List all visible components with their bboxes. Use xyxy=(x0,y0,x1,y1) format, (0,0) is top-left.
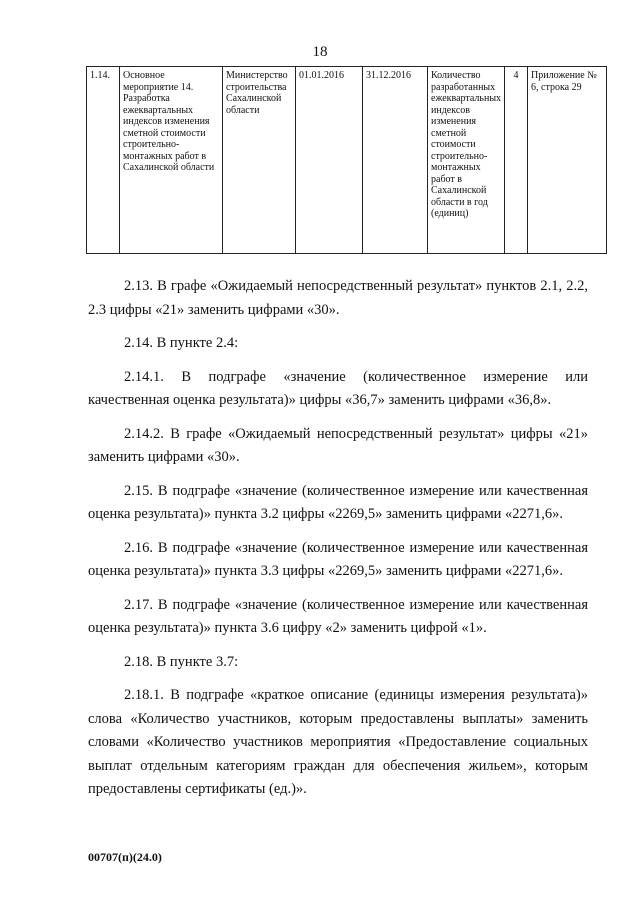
start-date: 01.01.2016 xyxy=(296,67,363,254)
paragraph-2-14-1: 2.14.1. В подграфе «значение (количественное измерение или качественная оценка результата)» цифры «36,7» заменить цифрами «36,8». xyxy=(88,368,588,408)
paragraph-2-14-2: 2.14.2. В графе «Ожидаемый непосредственный результат» цифры «21» заменить цифрами «30». xyxy=(88,425,588,465)
table-row xyxy=(87,67,607,254)
document-body xyxy=(88,275,588,812)
row-number: 1.14. xyxy=(87,67,120,254)
appendix-reference: Приложение № 6, строка 29 xyxy=(528,67,607,254)
paragraph-2-18: 2.18. В пункте 3.7: xyxy=(124,653,239,670)
page-number: 18 xyxy=(312,44,328,60)
document-code: 00707(п)(24.0) xyxy=(88,850,162,864)
paragraph-2-18-1: 2.18.1. В подграфе «краткое описание (единицы измерения результата)» слова «Количество участников, которым предоставлены выплаты» заменить словами «Количество участников мероприятия «Предоставление социальных выплат отдельным категориям граждан для обеспечения жильем», которым предоставлены сертификаты (ед.)». xyxy=(88,687,588,797)
indicator-description: Количество разработанных ежеквартальных индексов изменения сметной стоимости строительно-монтажных работ в Сахалинской области в год (единиц) xyxy=(428,67,505,254)
paragraph-2-16: 2.16. В подграфе «значение (количественное измерение или качественная оценка результата)» пункта 3.3 цифры «2269,5» заменить цифрами «2271,6». xyxy=(88,539,588,579)
paragraph-2-17: 2.17. В подграфе «значение (количественное измерение или качественная оценка результата)» пункта 3.6 цифру «2» заменить цифрой «1». xyxy=(88,596,588,636)
paragraph-2-15: 2.15. В подграфе «значение (количественное измерение или качественная оценка результата)» пункта 3.2 цифры «2269,5» заменить цифрами «2271,6». xyxy=(88,482,588,522)
responsible-executor: Министерство строительства Сахалинской области xyxy=(223,67,296,254)
measures-table xyxy=(86,66,607,254)
paragraph-2-13: 2.13. В графе «Ожидаемый непосредственный результат» пунктов 2.1, 2.2, 2.3 цифры «21» заменить цифрами «30». xyxy=(88,278,588,318)
paragraph-2-14: 2.14. В пункте 2.4: xyxy=(124,335,239,351)
event-name: Основное мероприятие 14. Разработка ежеквартальных индексов изменения сметной стоимости строительно-монтажных работ в Сахалинской области xyxy=(120,67,223,254)
indicator-value: 4 xyxy=(505,67,528,254)
end-date: 31.12.2016 xyxy=(363,67,428,254)
